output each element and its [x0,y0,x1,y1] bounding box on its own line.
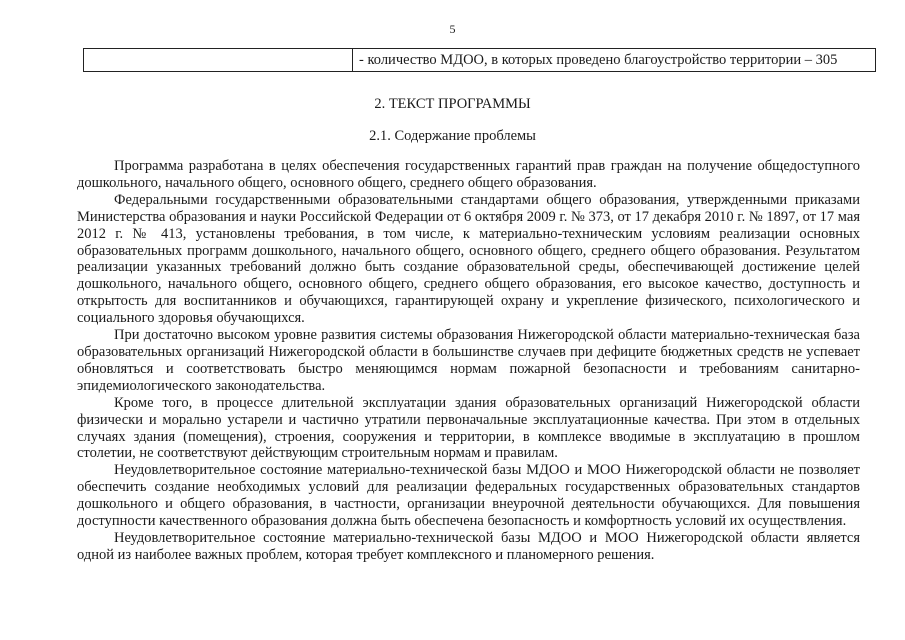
table-cell-right: - количество МДОО, в которых проведено благоустройство территории – 305 [353,49,876,72]
indicator-table [83,48,876,72]
table-row [84,49,876,72]
paragraph-2: Федеральными государственными образовательными стандартами общего образования, утвержденными приказами Министерства образования и науки Российской Федерации от 6 октября 2009 г. № 373, от 17 декабря 2010 г. № 1897, от 17 мая 2012 г. № 413, установлены требования, в том числе, к материально-техническим условиям реализации основных образовательных программ дошкольного, начального общего, основного общего, среднего общего образования. Результатом реализации указанных требований должно быть создание образовательной среды, обеспечивающей достижение целей дошкольного, начального общего, основного общего, среднего общего образования, его высокое качество, доступность и открытость для воспитанников и обучающихся, гарантирующей охрану и укрепление физического, психологического и социального здоровья обучающихся. [77,191,860,327]
paragraph-5: Неудовлетворительное состояние материально-технической базы МДОО и МОО Нижегородской области не позволяет обеспечить создание необходимых условий для реализации федеральных государственных образовательных стандартов дошкольного и общего образования, в частности, организации внеурочной деятельности обучающихся. Для повышения доступности качественного образования должна быть обеспечена безопасность и комфортность условий их осуществления. [77,462,860,530]
paragraph-6: Неудовлетворительное состояние материально-технической базы МДОО и МОО Нижегородской области является одной из наиболее важных проблем, которая требует комплексного и планомерного решения. [77,529,860,563]
body-text [77,158,860,564]
page-number: 5 [449,22,456,36]
subsection-heading: 2.1. Содержание проблемы [369,128,536,144]
section-heading: 2. ТЕКСТ ПРОГРАММЫ [374,96,531,112]
paragraph-4: Кроме того, в процессе длительной эксплуатации здания образовательных организаций Нижегородской области физически и морально устарели и частично утратили первоначальные эксплуатационные качества. При этом в отдельных случаях здания (помещения), строения, сооружения и территории, в комплексе вводимые в эксплуатацию в прошлом столетии, не соответствуют действующим строительным нормам и правилам. [77,394,860,462]
paragraph-1: Программа разработана в целях обеспечения государственных гарантий прав граждан на получение общедоступного дошкольного, начального общего, основного общего, среднего общего образования. [77,158,860,191]
table-cell-left [84,49,353,72]
paragraph-3: При достаточно высоком уровне развития системы образования Нижегородской области материально-техническая база образовательных организаций Нижегородской области в большинстве случаев при дефиците бюджетных средств не успевает обновляться и соответствовать быстро меняющимся нормам пожарной безопасности и требованиям санитарно-эпидемиологического законодательства. [77,327,860,394]
